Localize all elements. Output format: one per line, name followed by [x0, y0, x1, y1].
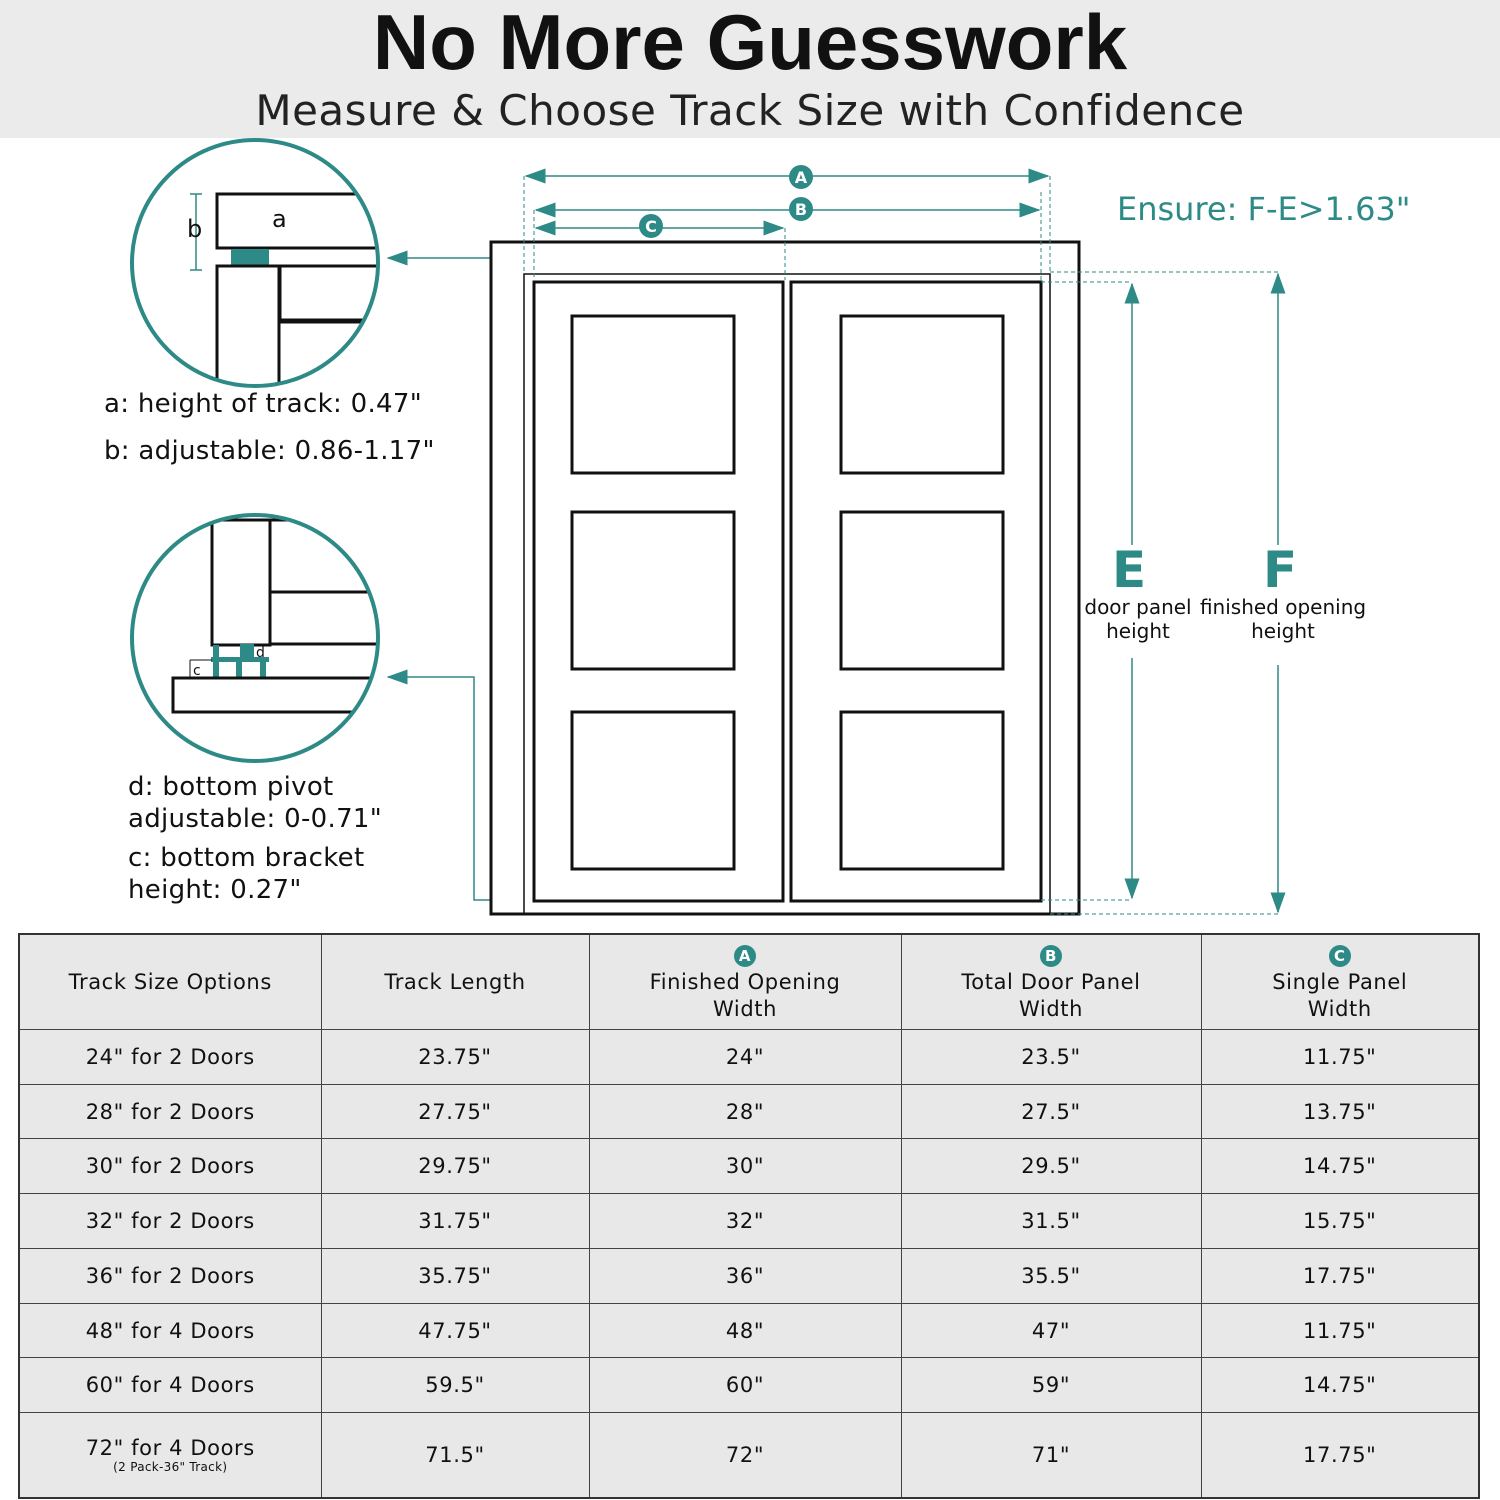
cell-opening-width: 72" [589, 1413, 901, 1497]
cell-opening-width: 32" [589, 1194, 901, 1249]
top-detail-circle [190, 194, 400, 406]
dimension-f-caption [1193, 595, 1373, 643]
cell-track-length: 27.75" [321, 1084, 589, 1139]
table-row [20, 1303, 1478, 1358]
top-detail-label-a: a [272, 205, 287, 233]
dimension-e-letter: E [1112, 541, 1147, 599]
header-banner [0, 0, 1500, 138]
cell-track-length: 35.75" [321, 1248, 589, 1303]
cell-panel-width: 71" [901, 1413, 1201, 1497]
dimension-f-caption-line1: finished opening [1199, 595, 1367, 619]
note-bottom-pivot: d: bottom pivot [128, 772, 334, 802]
door-diagram [0, 138, 1500, 928]
top-detail-label-b: b [187, 215, 203, 243]
header-single-panel-width: C Single Panel Width [1201, 935, 1478, 1030]
cell-option: 36" for 2 Doors [20, 1248, 321, 1303]
note-bracket-height: height: 0.27" [128, 875, 302, 905]
table-row [20, 1030, 1478, 1085]
cell-option-text: 72" for 4 Doors [85, 1436, 255, 1461]
cell-track-length: 59.5" [321, 1358, 589, 1413]
cell-option: 30" for 2 Doors [20, 1139, 321, 1194]
cell-single-width: 17.75" [1201, 1248, 1478, 1303]
cell-single-width: 14.75" [1201, 1358, 1478, 1413]
dimension-f-letter: F [1263, 541, 1298, 599]
cell-option-note: (2 Pack-36" Track) [113, 1460, 228, 1475]
cell-panel-width: 23.5" [901, 1030, 1201, 1085]
badge-c: C [1329, 945, 1351, 967]
cell-option: 48" for 4 Doors [20, 1303, 321, 1358]
page-title: No More Guesswork [372, 0, 1128, 86]
cell-track-length: 31.75" [321, 1194, 589, 1249]
cell-panel-width: 59" [901, 1358, 1201, 1413]
cell-single-width: 15.75" [1201, 1194, 1478, 1249]
dimension-e-caption-line2: height [1106, 619, 1170, 643]
note-pivot-adjustable: adjustable: 0-0.71" [128, 804, 383, 834]
cell-single-width: 11.75" [1201, 1303, 1478, 1358]
cell-track-length: 47.75" [321, 1303, 589, 1358]
note-adjustable-b: b: adjustable: 0.86-1.17" [104, 436, 435, 466]
cell-opening-width: 30" [589, 1139, 901, 1194]
cell-option: 32" for 2 Doors [20, 1194, 321, 1249]
cell-track-length: 71.5" [321, 1413, 589, 1497]
cell-option: 24" for 2 Doors [20, 1030, 321, 1085]
cell-single-width: 17.75" [1303, 1443, 1377, 1468]
cell-single-width: 14.75" [1201, 1139, 1478, 1194]
cell-single-width: 11.75" [1201, 1030, 1478, 1085]
cell-option [20, 1413, 321, 1497]
cell-track-length: 29.75" [321, 1139, 589, 1194]
dimension-c-badge: C [645, 217, 657, 236]
cell-panel-width: 35.5" [901, 1248, 1201, 1303]
cell-panel-width: 29.5" [901, 1139, 1201, 1194]
bottom-detail-label-d: d [256, 645, 265, 661]
dimension-e-caption-line1: door panel [1084, 595, 1192, 619]
table-row [20, 1248, 1478, 1303]
table-header-row [20, 935, 1478, 1030]
cell-opening-width: 48" [589, 1303, 901, 1358]
cell-opening-width: 24" [589, 1030, 901, 1085]
table-row [20, 1358, 1478, 1413]
dimension-e-caption [1078, 595, 1198, 643]
header-finished-opening-width: A Finished Opening Width [589, 935, 901, 1030]
header-track-size-options: Track Size Options [20, 935, 321, 1030]
dimension-a-badge: A [794, 168, 808, 187]
cell-panel-width: 47" [901, 1303, 1201, 1358]
cell-opening-width: 36" [589, 1248, 901, 1303]
cell-opening-width: 28" [589, 1084, 901, 1139]
cell-panel-width: 27.5" [901, 1084, 1201, 1139]
ensure-note: Ensure: F-E>1.63" [1117, 190, 1411, 228]
cell-single-width: 13.75" [1201, 1084, 1478, 1139]
bottom-detail-label-c: c [193, 663, 201, 679]
track-size-table [18, 933, 1480, 1499]
cell-opening-width: 60" [589, 1358, 901, 1413]
cell-panel-width: 31.5" [901, 1194, 1201, 1249]
badge-a: A [734, 945, 756, 967]
table-row [20, 1084, 1478, 1139]
table-row [20, 1139, 1478, 1194]
table-row [20, 1413, 1478, 1497]
cell-option: 60" for 4 Doors [20, 1358, 321, 1413]
dimension-f-caption-line2: height [1251, 619, 1315, 643]
cell-track-length: 23.75" [321, 1030, 589, 1085]
badge-b: B [1040, 945, 1062, 967]
header-total-door-panel-width: B Total Door Panel Width [901, 935, 1201, 1030]
page-subtitle: Measure & Choose Track Size with Confidence [255, 86, 1245, 135]
note-track-height: a: height of track: 0.47" [104, 389, 422, 419]
table-row [20, 1194, 1478, 1249]
note-bottom-bracket: c: bottom bracket [128, 843, 365, 873]
dimension-b-badge: B [794, 200, 808, 219]
cell-option: 28" for 2 Doors [20, 1084, 321, 1139]
header-track-length: Track Length [321, 935, 589, 1030]
